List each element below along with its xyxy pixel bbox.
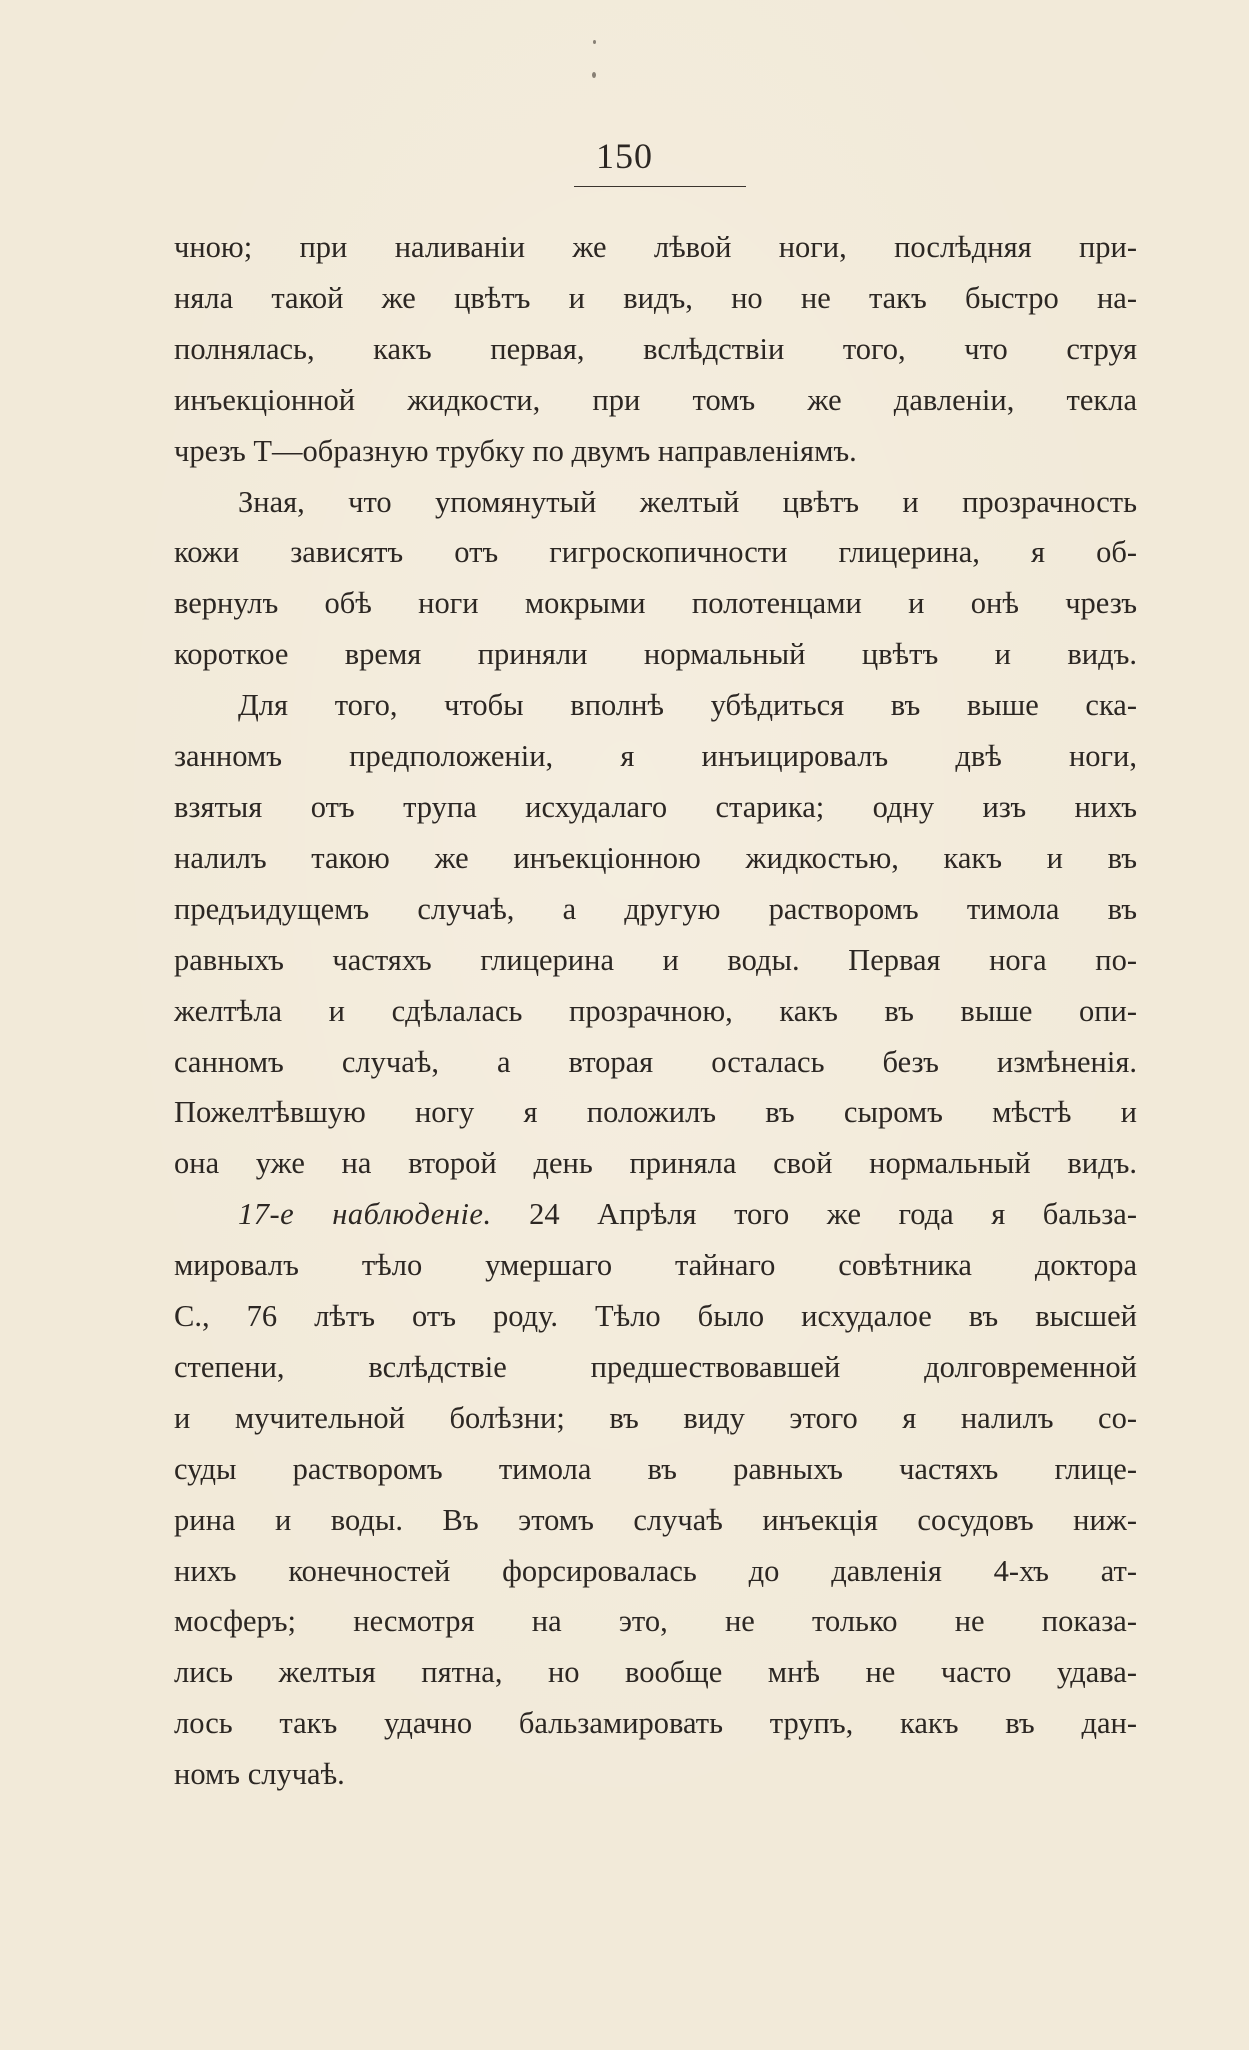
paragraph-2 xyxy=(174,477,1137,681)
text-line: короткое время приняли нормальный цвѣтъ и видъ. xyxy=(174,637,1137,672)
text-line: она уже на второй день приняла свой нормальный видъ. xyxy=(174,1146,1137,1181)
paragraph-1 xyxy=(174,222,1137,477)
text-line: инъекцiонной жидкости, при томъ же давленiи, текла xyxy=(174,382,1137,417)
text-line: степени, вслѣдствiе предшествовавшей долговременной xyxy=(174,1349,1137,1384)
text-line: лись желтыя пятна, но вообще мнѣ не часто удава- xyxy=(174,1655,1137,1690)
text-line: взятыя отъ трупа исхудалаго старика; одну изъ нихъ xyxy=(174,789,1137,824)
text-line: Для того, чтобы вполнѣ убѣдиться въ выше ска- xyxy=(238,688,1137,723)
text-line: налилъ такою же инъекцiонною жидкостью, какъ и въ xyxy=(174,840,1137,875)
ink-speck xyxy=(592,72,596,78)
text-line: занномъ предположенiи, я инъицировалъ двѣ ноги, xyxy=(174,739,1137,774)
text-line: предъидущемъ случаѣ, а другую растворомъ тимола въ xyxy=(174,891,1137,926)
text-line: санномъ случаѣ, а вторая осталась безъ измѣненiя. xyxy=(174,1044,1137,1079)
text-line: номъ случаѣ. xyxy=(174,1757,345,1792)
text-line: С., 76 лѣтъ отъ роду. Тѣло было исхудалое въ высшей xyxy=(174,1299,1137,1334)
page-number: 150 xyxy=(596,136,653,176)
text-line: лось такъ удачно бальзамировать трупъ, какъ въ дан- xyxy=(174,1706,1137,1741)
text-line xyxy=(174,1189,1137,1240)
ink-speck xyxy=(593,40,596,44)
paragraph-4 xyxy=(174,1189,1137,1800)
text-line: суды растворомъ тимола въ равныхъ частяхъ глице- xyxy=(174,1451,1137,1486)
text-line: вернулъ обѣ ноги мокрыми полотенцами и онѣ чрезъ xyxy=(174,586,1137,621)
text-line: няла такой же цвѣтъ и видъ, но не такъ быстро на- xyxy=(174,280,1137,315)
text-line: чною; при наливанiи же лѣвой ноги, послѣдняя при- xyxy=(174,230,1137,264)
text-line: полнялась, какъ первая, вслѣдствiи того, что струя xyxy=(174,331,1137,366)
text-line: мосферъ; несмотря на это, не только не показа- xyxy=(174,1604,1137,1639)
observation-title: 17-е наблюденiе. xyxy=(238,1197,492,1232)
text-line-rest: 24 Апрѣля того же года я бальза- xyxy=(529,1197,1137,1232)
text-line: мировалъ тѣло умершаго тайнаго совѣтника доктора xyxy=(174,1248,1137,1283)
text-line: и мучительной болѣзни; въ виду этого я налилъ со- xyxy=(174,1400,1137,1435)
text-line: Зная, что упомянутый желтый цвѣтъ и прозрачность xyxy=(238,484,1137,519)
paragraph-3 xyxy=(174,680,1137,1189)
body-text xyxy=(174,222,1137,1800)
text-line: желтѣла и сдѣлалась прозрачною, какъ въ выше опи- xyxy=(174,993,1137,1028)
text-line: Пожелтѣвшую ногу я положилъ въ сыромъ мѣстѣ и xyxy=(174,1095,1137,1130)
text-line: равныхъ частяхъ глицерина и воды. Первая нога по- xyxy=(174,942,1137,977)
text-line: чрезъ Т—образную трубку по двумъ направленiямъ. xyxy=(174,433,857,468)
text-line: кожи зависятъ отъ гигроскопичности глицерина, я об- xyxy=(174,535,1137,570)
text-line: рина и воды. Въ этомъ случаѣ инъекцiя сосудовъ ниж- xyxy=(174,1502,1137,1537)
header-rule xyxy=(574,186,746,187)
text-line: нихъ конечностей форсировалась до давленiя 4-хъ ат- xyxy=(174,1553,1137,1588)
